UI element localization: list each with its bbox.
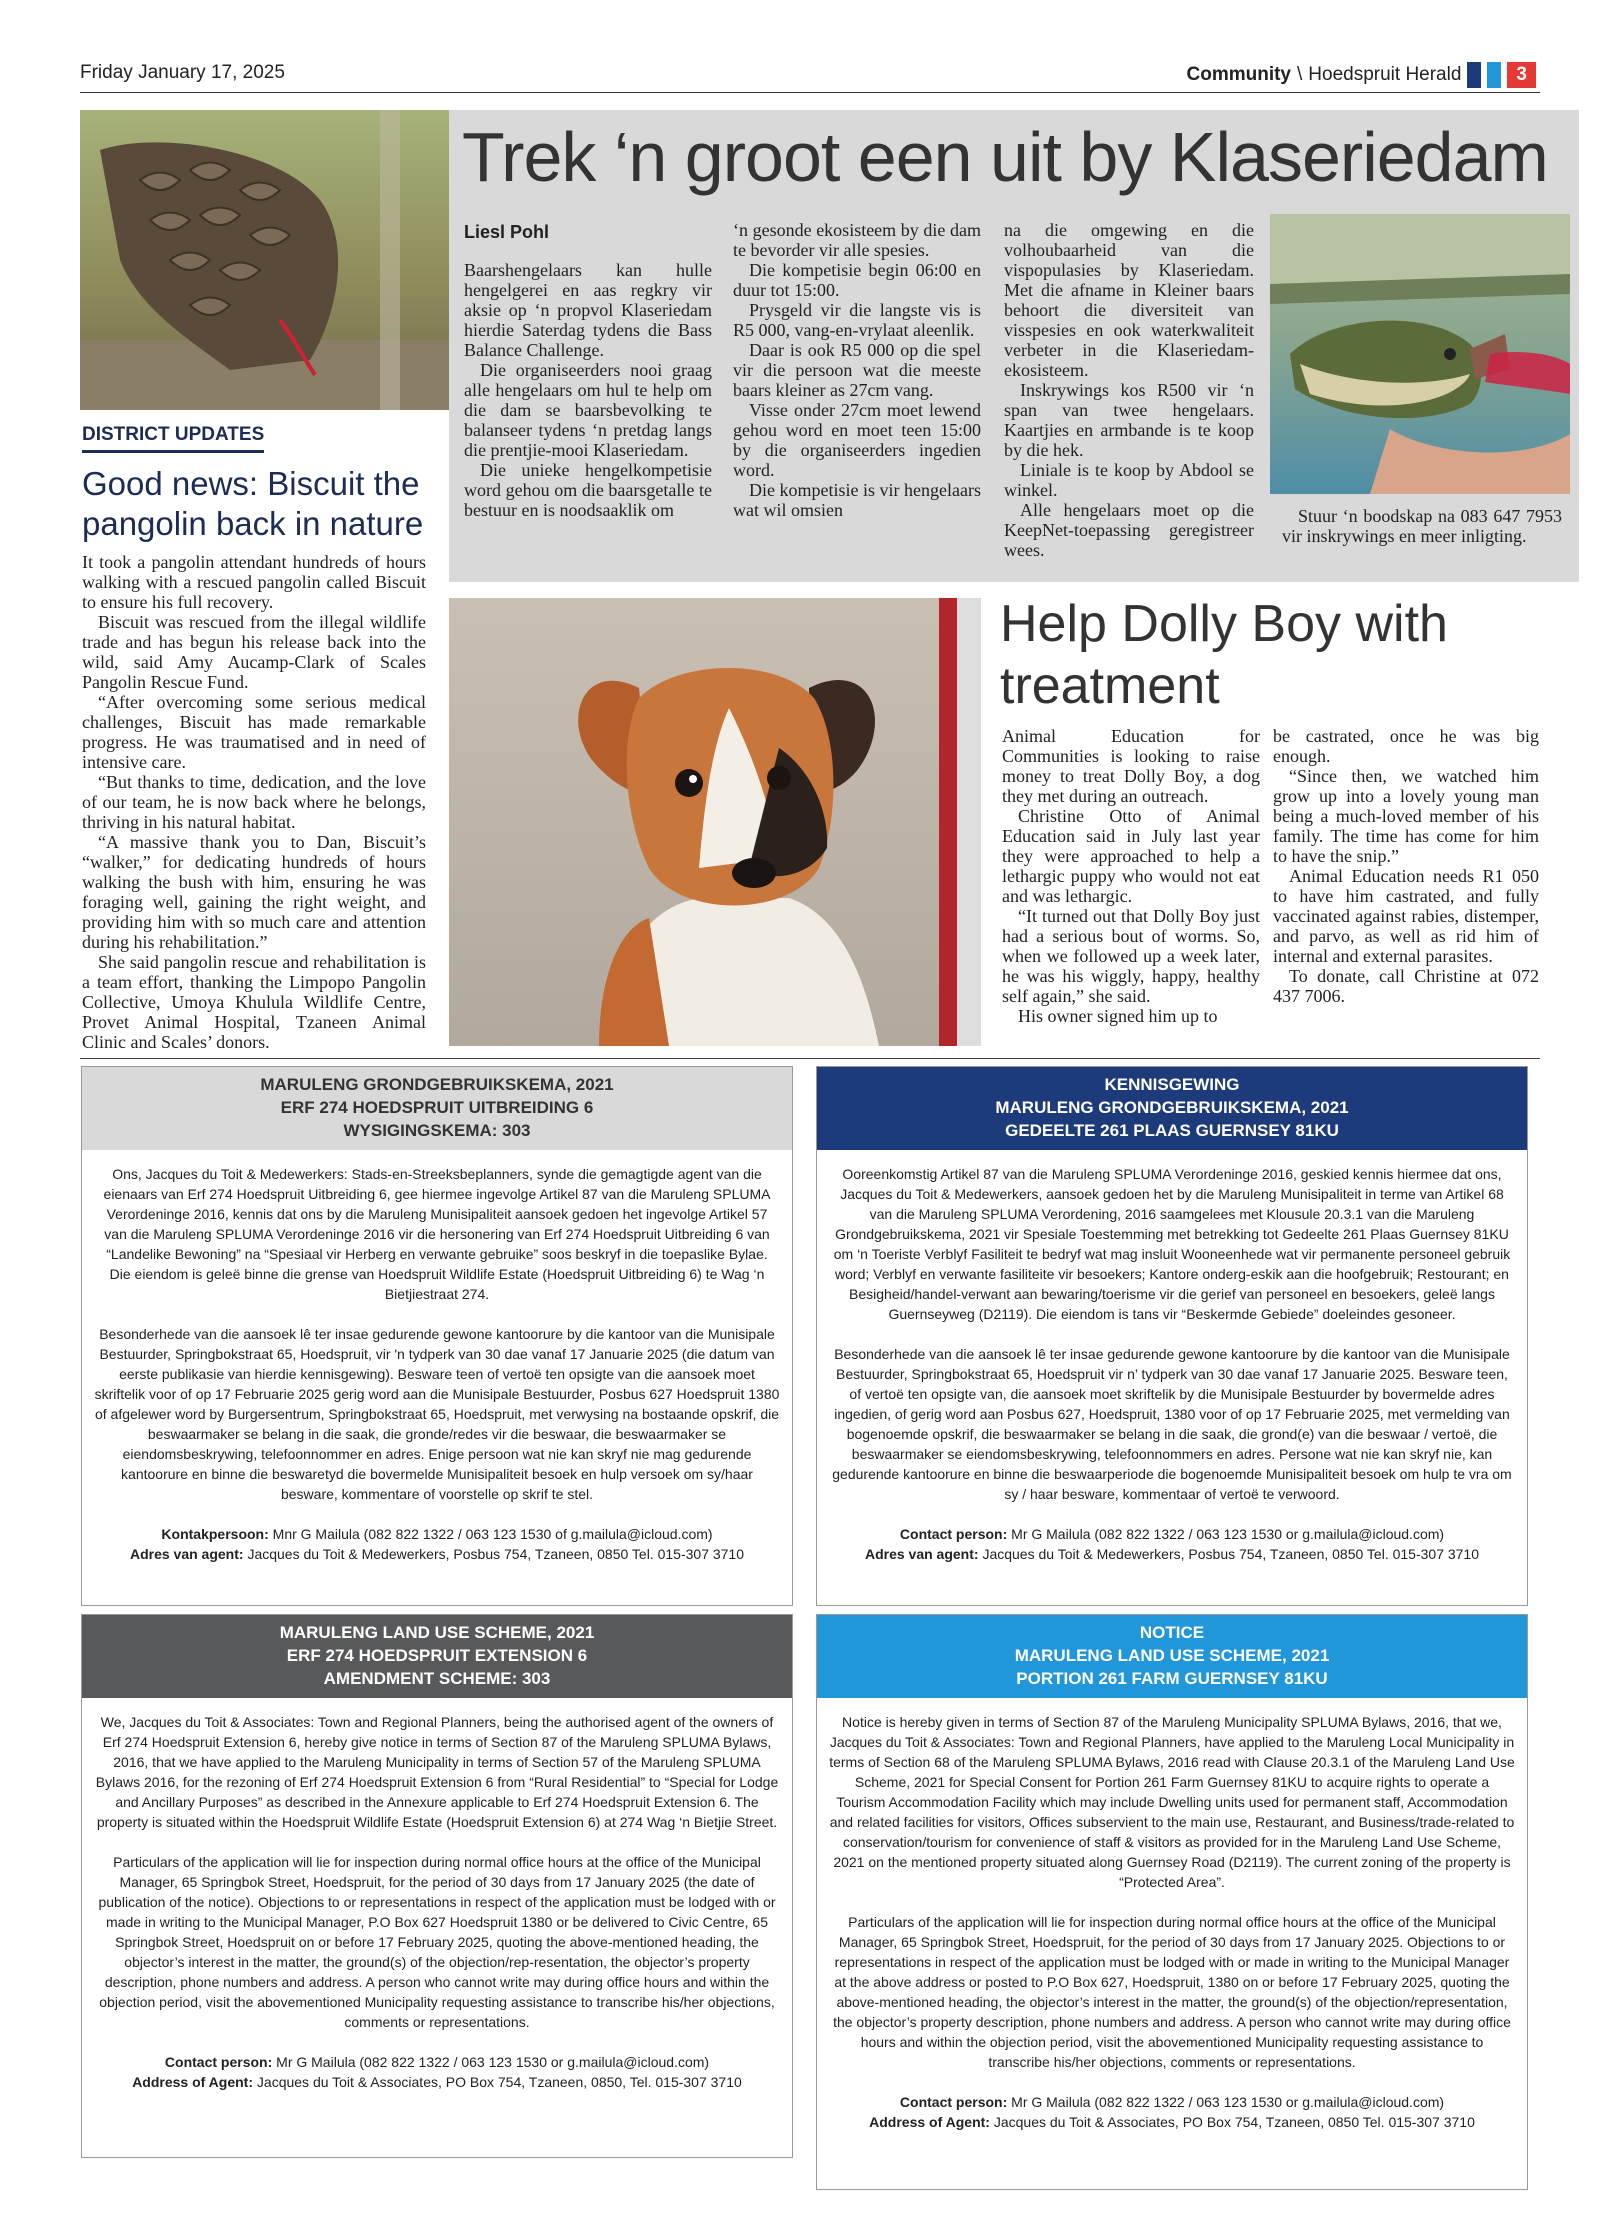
paragraph: Prysgeld vir die langste vis is R5 000, vang-en-vrylaat aleenlik.: [733, 300, 981, 340]
heading-line: MARULENG LAND USE SCHEME, 2021: [1014, 1646, 1330, 1665]
heading-line: MARULENG LAND USE SCHEME, 2021: [279, 1623, 595, 1642]
dolly-headline: Help Dolly Boy with treatment: [1000, 595, 1448, 715]
paragraph: We, Jacques du Toit & Associates: Town and Regional Planners, being the authorised agent of the owners of Erf 274 Hoedspruit Extension 6, hereby give notice in terms of Section 87 of the Maruleng SPLUMA Bylaws, 2016, that we have applied to the Maruleng Municipality in terms of Section 57 of the Maruleng SPLUMA Bylaws 2016, for the rezoning of Erf 274 Hoedspruit Extension 6 from “Rural Residential” to “Special for Lodge and Ancillary Purposes” as described in the Annexure applicable to Erf 274 Hoedspruit Extension 6. The property is situated within the Hoedspruit Wildlife Estate (Hoedspruit Extension 6) at 274 Wag ‘n Bietjie Street.: [95, 1714, 779, 1830]
heading-line: MARULENG GRONDGEBRUIKSKEMA, 2021: [995, 1098, 1349, 1117]
dolly-column-1: [1002, 726, 1260, 1026]
byline: Liesl Pohl: [464, 222, 550, 242]
heading-line: KENNISGEWING: [1104, 1075, 1240, 1094]
agent-label: Address of Agent:: [132, 2074, 254, 2090]
pangolin-headline: Good news: Biscuit the pangolin back in nature: [82, 465, 424, 542]
section-rule: [80, 1058, 1540, 1059]
klaseriedam-column-2: [733, 220, 981, 520]
contact-label: Contact person:: [899, 1526, 1008, 1542]
notice-english-erf-274: [81, 1614, 793, 2158]
page-number: 3: [1507, 62, 1536, 88]
paragraph: Besonderhede van die aansoek lê ter insae gedurende gewone kantoorure by die kantoor van die Munisipale Bestuurder, Springbokstraat 65, Hoedspruit, vir 'n tydperk van 30 dae vanaf 17 Januarie 2025 (die datum van eerste publikasie van hierdie kennisgewing). Besware teen of vertoë ten opsigte van die aansoek moet skriftelik voor of op 17 Februarie 2025 gerig word aan die Munisipale Bestuurder, Posbus 627 Hoedspruit 1380 of afgelewer word by Burgersentrum, Springbokstraat 65, Hoedspruit, met verwysing na bostaande opskrif, die beswaarmaker se belang in die saak, die gronde/redes vir die beswaar, die beswaarmaker se eiendomsbeskrywing, telefoonnommer en adres. Enige persoon wat nie kan skryf nie mag gedurende kantoorure en binne die beswaretyd die bovermelde Munisipaliteit besoek en hulp versoek om sy/haar besware, kommentare of voorstelle op skrif te stel.: [94, 1326, 780, 1502]
heading-line: PORTION 261 FARM GUERNSEY 81KU: [1016, 1669, 1328, 1688]
heading-line: ERF 274 HOEDSPRUIT EXTENSION 6: [286, 1646, 588, 1665]
paragraph: Besonderhede van die aansoek lê ter insae gedurende gewone kantoorure by die kantoor van die Munisipale Bestuurder, Springbokstraat 65, Hoedspruit vir n’ tydperk van 30 dae vanaf 17 Januarie 2025. Besware teen, of vertoë ten opsigte van, die aansoek moet skriftelik by die Munisipale Bestuurder by bovermelde adres ingedien, of gerig word aan Posbus 627, Hoedspruit, 1380 voor of op 17 Februarie 2025, met vermelding van bogenoemde opskrif, die beswaarmaker se belang in die saak, die grond(e) van die beswaar / vertoë, die beswaarmaker se eiendomsbeskrywing, telefoonnommers en adres. Persone wat nie kan skryf nie, kan gedurende kantoorure en binne die beswaarperiode die bogenoemde Munisipaliteit besoek om hulp te vra om sy / haar besware, kommentaar of vertoë te verwoord.: [832, 1346, 1512, 1502]
paragraph: Die kompetisie is vir hengelaars wat wil omsien: [733, 480, 981, 520]
paragraph: Particulars of the application will lie for inspection during normal office hours at the office of the Municipal Manager, 65 Springbok Street, Hoedspruit, for the period of 30 days from 17 January 2025 (the date of publication of the notice). Objections to or representations in respect of the application must be lodged with or made in writing to the Municipal Manager, P.O Box 627 Hoedspruit 1380 or be delivered to Civic Centre, 65 Springbok Street, Hoedspruit on or before 17 February 2025, quoting the above-mentioned heading, the objector’s interest in the matter, the ground(s) of the objection/rep-resentation, the objector’s property description, phone numbers and address. A person who cannot write may during office hours and within the objection period, visit the abovementioned Municipality requesting assistance to transcribe his/her objections, comments or representations.: [98, 1854, 776, 2030]
pangolin-photo: [80, 110, 449, 410]
notice-contact: [817, 1524, 1527, 1564]
caption-text: Stuur ‘n boodskap na 083 647 7953 vir inskrywings en meer inligting.: [1282, 506, 1562, 546]
paragraph: “Since then, we watched him grow up into a lovely young man being a much-loved member of his family. The time has come for him to have the snip.”: [1273, 766, 1539, 866]
paragraph: “After overcoming some serious medical challenges, Biscuit has made remarkable progress. He was traumatised and in need of intensive care.: [82, 692, 426, 772]
masthead: [1187, 62, 1537, 88]
paragraph: “It turned out that Dolly Boy just had a serious bout of worms. So, when we followed up a week later, he was his wiggly, happy, healthy self again,” she said.: [1002, 906, 1260, 1006]
paragraph: It took a pangolin attendant hundreds of hours walking with a rescued pangolin called Biscuit to ensure his full recovery.: [82, 552, 426, 612]
paragraph: To donate, call Christine at 072 437 7006.: [1273, 966, 1539, 1006]
agent-label: Adres van agent:: [864, 1546, 979, 1562]
masthead-separator: \: [1297, 64, 1303, 85]
paragraph: Particulars of the application will lie for inspection during normal office hours at the office of the Municipal Manager, 65 Springbok Street, Hoedspruit, for the period of 30 days from 17 January 2025. Objections to or representations in respect of the application must be lodged with or made in writing to the Municipal Manager at the above address or posted to P.O Box 627, Hoedspruit, 1380 on or before 17 February 2025, quoting the above-mentioned heading, the objector’s interest in the matter, the ground(s) of the objection/representation, the objector’s property description, phone numbers and address. A person who cannot write may during office hours and within the objection period, visit the abovementioned Municipality requesting assistance to transcribe his/her objections, comments or representations.: [833, 1914, 1511, 2070]
paragraph: Die organiseerders nooi graag alle hengelaars om hul te help om die dam se baarsbevolking te balanseer tydens ‘n pretdag langs die prentjie-mooi Klaseriedam.: [464, 360, 712, 460]
section-label: DISTRICT UPDATES: [82, 424, 264, 453]
notice-contact: [817, 2092, 1527, 2132]
klaseriedam-column-1: [464, 260, 712, 520]
paragraph: Ons, Jacques du Toit & Medewerkers: Stads-en-Streeksbeplanners, synde die gemagtigde agent van die eienaars van Erf 274 Hoedspruit Uitbreiding 6, gee hiermee ingevolge Artikel 87 van die Maruleng SPLUMA Verordeninge 2016, kennis dat ons by die Maruleng Munisipaliteit aansoek gedoen het ingevolge Artikel 57 van die Maruleng SPLUMA Verordeninge 2016 vir die hersonering van Erf 274 Hoedspruit Uitbreiding 6 van “Landelike Bewoning” na “Spesiaal vir Herberg en verwante gebruike” soos beskryf in die toepaslike Bylae. Die eiendom is geleë binne die grense van Hoedspruit Wildlife Estate (Hoedspruit Uitbreiding 6) te Wag ‘n Bietjiestraat 274.: [103, 1166, 771, 1302]
paragraph: Die kompetisie begin 06:00 en duur tot 15:00.: [733, 260, 981, 300]
contact-label: Kontakpersoon:: [161, 1526, 269, 1542]
notice-body: [82, 1150, 792, 1504]
contact-value: Mr G Mailula (082 822 1322 / 063 123 1530 or g.mailula@icloud.com): [1011, 1526, 1445, 1542]
notice-contact: [82, 1524, 792, 1564]
paragraph: Visse onder 27cm moet lewend gehou word en moet teen 15:00 by die organiseerders ingedien word.: [733, 400, 981, 480]
notice-heading: [82, 1615, 792, 1698]
heading-line: AMENDMENT SCHEME: 303: [323, 1669, 551, 1688]
paragraph: “A massive thank you to Dan, Biscuit’s “walker,” for dedicating hundreds of hours walking the bush with him, ensuring he was foraging well, gaining the right weight, and providing him with so much care and attention during his rehabilitation.”: [82, 832, 426, 952]
contact-value: Mr G Mailula (082 822 1322 / 063 123 1530 or g.mailula@icloud.com): [1011, 2094, 1445, 2110]
agent-value: Jacques du Toit & Associates, PO Box 754, Tzaneen, 0850 Tel. 015-307 3710: [993, 2114, 1475, 2130]
paragraph: Liniale is te koop by Abdool se winkel.: [1004, 460, 1254, 500]
pangolin-article-body: [82, 552, 426, 1052]
notice-heading: [817, 1067, 1527, 1150]
heading-line: MARULENG GRONDGEBRUIKSKEMA, 2021: [260, 1075, 614, 1094]
notice-english-guernsey: [816, 1614, 1528, 2190]
issue-date: Friday January 17, 2025: [80, 62, 285, 83]
contact-label: Contact person:: [164, 2054, 273, 2070]
paragraph: Christine Otto of Animal Education said in July last year they were approached to help a lethargic puppy who would not eat and was lethargic.: [1002, 806, 1260, 906]
section-name: Community: [1186, 64, 1291, 85]
notice-afrikaans-erf-274: [81, 1066, 793, 1606]
bass-fish-photo: [1270, 214, 1570, 494]
agent-label: Address of Agent:: [869, 2114, 990, 2130]
header-rule: [80, 92, 1540, 93]
heading-line: GEDEELTE 261 PLAAS GUERNSEY 81KU: [1005, 1121, 1339, 1140]
klaseriedam-caption: [1282, 506, 1562, 546]
paragraph: Notice is hereby given in terms of Section 87 of the Maruleng Municipality SPLUMA Bylaws, 2016, that we, Jacques du Toit & Associates: Town and Regional Planners, have applied to the Maruleng Local Municipality in terms of Section 68 of the Maruleng SPLUMA Bylaws, 2016 read with Clause 20.3.1 of the Maruleng Land Use Scheme, 2021 for Special Consent for Portion 261 Farm Guernsey 81KU to acquire rights to operate a Tourism Accommodation Facility which may include Dwelling units used for permanent staff, Accommodation and related facilities for visitors, Offices subservient to the main use, Restaurant, and Business/trade-related to conservation/tourism for convenience of staff & visitors as provided for in the Maruleng Land Use Scheme, 2021 on the mentioned property situated along Guernsey Road (D2119). The current zoning of the property is “Protected Area”.: [829, 1714, 1515, 1890]
paragraph: ‘n gesonde ekosisteem by die dam te bevorder vir alle spesies.: [733, 220, 981, 260]
color-block-blue: [1487, 62, 1501, 88]
contact-label: Contact person:: [899, 2094, 1008, 2110]
paragraph: Baarshengelaars kan hulle hengelgerei en aas regkry vir aksie op ‘n propvol Klaseriedam hierdie Saterdag tydens die Bass Balance Challenge.: [464, 260, 712, 360]
notice-heading: [82, 1067, 792, 1150]
paragraph: Daar is ook R5 000 op die spel vir die persoon wat die meeste baars kleiner as 27cm vang.: [733, 340, 981, 400]
agent-value: Jacques du Toit & Medewerkers, Posbus 754, Tzaneen, 0850 Tel. 015-307 3710: [982, 1546, 1480, 1562]
agent-value: Jacques du Toit & Associates, PO Box 754, Tzaneen, 0850, Tel. 015-307 3710: [256, 2074, 742, 2090]
paragraph: Ooreenkomstig Artikel 87 van die Maruleng SPLUMA Verordeninge 2016, geskied kennis hiermee dat ons, Jacques du Toit & Medewerkers, aansoek gedoen het by die Maruleng Munisipaliteit in terme van Artikel 68 van die Maruleng SPLUMA Verordening, 2016 saamgelees met Klousule 20.3.1 van die Maruleng Grondgebruikskema, 2021 vir Spesiale Toestemming met betrekking tot Gedeelte 261 Plaas Guernsey 81KU om ‘n Toeriste Verblyf Fasiliteit te bedryf wat mag insluit Wooneenhede wat vir permanente personeel gebruik word; Verblyf en verwante fasiliteite vir besoekers; Kantore onderg-eskik aan die hoofgebruik; Restourant; en Besigheid/handel-verwant aan bewaring/toerisme vir die gerief van personeel en besoekers, geleë langs Guernseyweg (D2119). Die eiendom is tans vir “Beskermde Gebiede” doeleindes gesoneer.: [833, 1166, 1511, 1322]
notice-afrikaans-guernsey: [816, 1066, 1528, 1606]
paragraph: Animal Education needs R1 050 to have him castrated, and fully vaccinated against rabies, distemper, and parvo, as well as rid him of internal and external parasites.: [1273, 866, 1539, 966]
paragraph: Inskrywings kos R500 vir ‘n span van twee hengelaars. Kaartjies en armbande is te koop by die hek.: [1004, 380, 1254, 460]
heading-line: ERF 274 HOEDSPRUIT UITBREIDING 6: [280, 1098, 594, 1117]
paper-name: Hoedspruit Herald: [1308, 64, 1462, 85]
paragraph: Die unieke hengelkompetisie word gehou om die baarsgetalle te bestuur en is noodsaaklik om: [464, 460, 712, 520]
heading-line: WYSIGINGSKEMA: 303: [343, 1121, 531, 1140]
agent-label: Adres van agent:: [129, 1546, 244, 1562]
notice-heading: [817, 1615, 1527, 1698]
contact-value: Mnr G Mailula (082 822 1322 / 063 123 1530 of g.mailula@icloud.com): [272, 1526, 713, 1542]
notice-body: [82, 1698, 792, 2032]
paragraph: “But thanks to time, dedication, and the love of our team, he is now back where he belongs, thriving in his natural habitat.: [82, 772, 426, 832]
paragraph: She said pangolin rescue and rehabilitation is a team effort, thanking the Limpopo Pangolin Collective, Umoya Khulula Wildlife Centre, Provet Animal Hospital, Tzaneen Animal Clinic and Scales’ donors.: [82, 952, 426, 1052]
paragraph: His owner signed him up to: [1018, 1006, 1218, 1026]
notice-contact: [82, 2052, 792, 2092]
klaseriedam-column-3: [1004, 220, 1254, 560]
dog-photo: [449, 598, 981, 1046]
notice-body: [817, 1150, 1527, 1504]
agent-value: Jacques du Toit & Medewerkers, Posbus 754, Tzaneen, 0850 Tel. 015-307 3710: [247, 1546, 745, 1562]
dolly-column-2: [1273, 726, 1539, 1006]
paragraph: Animal Education for Communities is looking to raise money to treat Dolly Boy, a dog they met during an outreach.: [1002, 726, 1260, 806]
color-block-navy: [1467, 62, 1481, 88]
heading-line: NOTICE: [1139, 1623, 1205, 1642]
paragraph: Alle hengelaars moet op die KeepNet-toepassing geregistreer wees.: [1004, 500, 1254, 560]
paragraph: be castrated, once he was big enough.: [1273, 726, 1539, 766]
klaseriedam-headline: Trek ‘n groot een uit by Klaseriedam: [462, 118, 1548, 196]
notice-body: [817, 1698, 1527, 2072]
paragraph: Biscuit was rescued from the illegal wildlife trade and has begun his release back into the wild, said Amy Aucamp-Clark of Scales Pangolin Rescue Fund.: [82, 612, 426, 692]
contact-value: Mr G Mailula (082 822 1322 / 063 123 1530 or g.mailula@icloud.com): [276, 2054, 710, 2070]
paragraph: na die omgewing en die volhoubaarheid van die vispopulasies by Klaseriedam. Met die afname in Kleiner baars behoort die diversiteit van visspesies en ook waterkwaliteit verbeter in die Klaseriedam-ekosisteem.: [1004, 220, 1254, 380]
